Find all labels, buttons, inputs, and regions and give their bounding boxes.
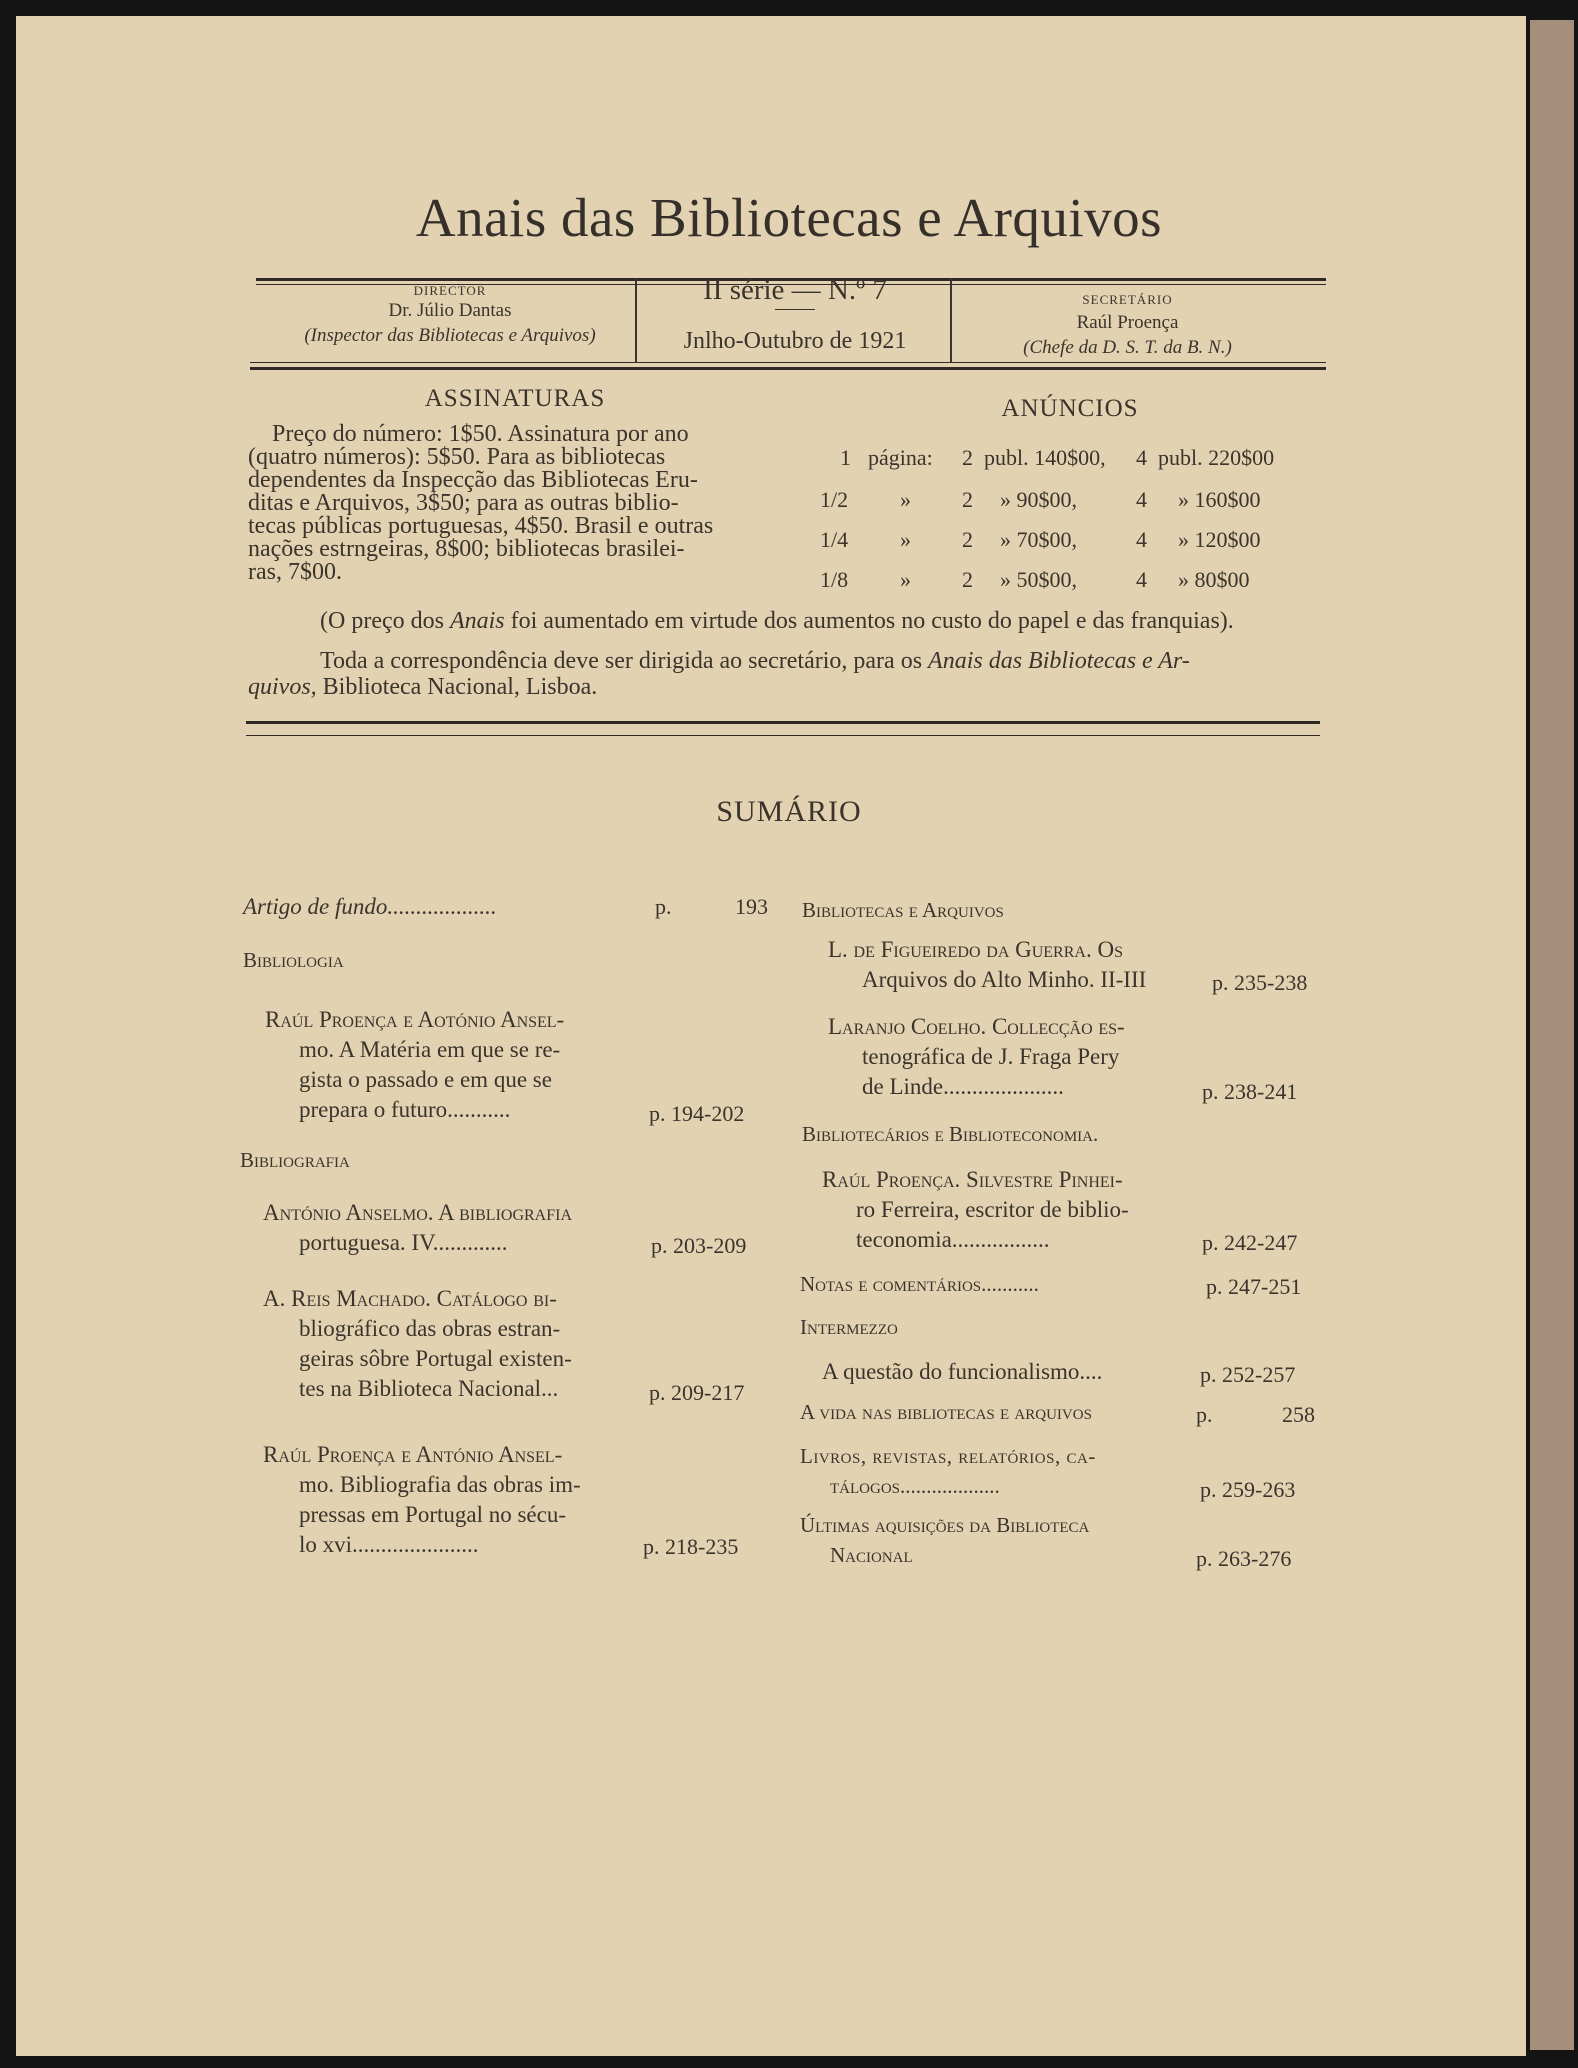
- toc-line: gista o passado e em que se: [299, 1067, 552, 1092]
- toc-vida-page-label: p.: [1196, 1402, 1213, 1427]
- correspondence-note: [248, 648, 1328, 700]
- secretary-block: [960, 292, 1295, 359]
- toc-line: A questão do funcionalismo....: [822, 1359, 1103, 1384]
- ad-count-2: 4: [1136, 487, 1147, 512]
- toc-line: de Linde.....................: [862, 1074, 1064, 1099]
- series-dash: [775, 309, 815, 310]
- ad-row: [800, 567, 1300, 597]
- corr-title-part-2: quivos,: [248, 674, 317, 700]
- series-number: II série — N.º 7: [703, 274, 887, 306]
- ad-price-2: » 120$00: [1178, 527, 1261, 552]
- ad-price-1: » 90$00,: [1000, 487, 1077, 512]
- toc-line: Laranjo Coelho. Collecção es-: [828, 1014, 1125, 1039]
- toc-line: mo. A Matéria em que se re-: [299, 1037, 561, 1062]
- toc-entry-materia[interactable]: [243, 1005, 773, 1125]
- summary-heading: SUMÁRIO: [716, 795, 862, 828]
- toc-artigo-page-label: p.: [655, 894, 672, 919]
- toc-page-range: p. 263-276: [1196, 1546, 1292, 1571]
- toc-line: tenográfica de J. Fraga Pery: [862, 1044, 1120, 1069]
- toc-page-range: p. 209-217: [649, 1380, 745, 1405]
- toc-page-range: p. 252-257: [1200, 1362, 1296, 1387]
- corr-prefix: Toda a correspondência deve ser dirigida ao secretário, para os: [320, 648, 929, 674]
- secretary-label: SECRETÁRIO: [1082, 292, 1173, 307]
- toc-entry-vida[interactable]: [800, 1400, 1330, 1432]
- section-rule-thick: [246, 721, 1320, 724]
- toc-notas-text: Notas e comentários...........: [800, 1272, 1039, 1296]
- toc-page-range: p. 194-202: [649, 1101, 745, 1126]
- corr-suffix: Biblioteca Nacional, Lisboa.: [316, 674, 598, 700]
- toc-page-range: p. 218-235: [643, 1534, 739, 1559]
- ad-size: 1/4: [820, 527, 849, 552]
- toc-line: A. Reis Machado. Catálogo bi-: [263, 1286, 557, 1311]
- subscriptions-line-2: (quatro números): 5$50. Para as bibliotecas: [248, 444, 666, 470]
- subscriptions-line-7: ras, 7$00.: [248, 559, 342, 585]
- ad-unit: »: [900, 487, 911, 512]
- toc-line: mo. Bibliografia das obras im-: [299, 1472, 581, 1497]
- ad-size: 1: [840, 445, 851, 470]
- secretary-name: Raúl Proença: [1076, 312, 1179, 333]
- toc-page-range: p. 203-209: [651, 1233, 747, 1258]
- toc-vida-page-number: 258: [1282, 1402, 1315, 1427]
- toc-page-range: p. 247-251: [1206, 1274, 1302, 1299]
- toc-line: prepara o futuro...........: [299, 1097, 511, 1122]
- price-note-suffix: foi aumentado em virtude dos aumentos no custo do papel e das franquias).: [504, 608, 1234, 634]
- subscriptions-text: [248, 423, 776, 584]
- subscriptions-line-3: dependentes da Inspecção das Bibliotecas Eru-: [248, 467, 698, 493]
- toc-line: tes na Biblioteca Nacional...: [299, 1376, 559, 1401]
- ad-count-1: 2: [962, 527, 973, 552]
- ad-price-1: » 50$00,: [1000, 567, 1077, 592]
- toc-heading-bibliologia: Bibliologia: [243, 948, 344, 972]
- ad-price-2: » 160$00: [1178, 487, 1261, 512]
- toc-entry-funcionalismo[interactable]: [800, 1357, 1330, 1389]
- toc-artigo-text: Artigo de fundo...................: [243, 894, 497, 919]
- ad-count-1: 2: [962, 567, 973, 592]
- toc-artigo-page-number: 193: [735, 894, 768, 919]
- toc-line: geiras sôbre Portugal existen-: [299, 1346, 572, 1371]
- header-divider-right: [950, 278, 952, 362]
- director-label: DIRECTOR: [413, 283, 487, 298]
- ad-price-1: publ. 140$00,: [984, 445, 1106, 470]
- toc-entry-notas[interactable]: [800, 1272, 1330, 1304]
- toc-line: Raúl Proença e António Ansel-: [263, 1442, 563, 1467]
- toc-page-range: p. 238-241: [1202, 1079, 1298, 1104]
- ad-row: [800, 527, 1300, 557]
- ad-unit: »: [900, 567, 911, 592]
- ad-price-1: » 70$00,: [1000, 527, 1077, 552]
- toc-entry-ultimas[interactable]: [800, 1510, 1330, 1570]
- toc-entry-obras-impressas[interactable]: [243, 1440, 773, 1560]
- subscriptions-line-4: ditas e Arquivos, 3$50; para as outras biblio-: [248, 490, 679, 516]
- toc-line: Últimas aquisições da Biblioteca: [800, 1513, 1090, 1537]
- toc-line: Raúl Proença e Aotónio Ansel-: [265, 1007, 565, 1032]
- toc-line: bliográfico das obras estran-: [299, 1316, 561, 1341]
- toc-line: ro Ferreira, escritor de biblio-: [856, 1197, 1129, 1222]
- subscriptions-line-6: nações estrngeiras, 8$00; bibliotecas brasilei-: [248, 536, 685, 562]
- toc-line: pressas em Portugal no sécu-: [299, 1502, 566, 1527]
- toc-line: lo xvi......................: [299, 1532, 479, 1557]
- toc-entry-artigo[interactable]: [243, 892, 768, 924]
- ads-heading: ANÚNCIOS: [1001, 395, 1139, 422]
- toc-line: tálogos...................: [830, 1474, 1000, 1498]
- ad-row: [800, 487, 1300, 517]
- director-block: [265, 283, 635, 347]
- subscriptions-heading: ASSINATURAS: [424, 385, 606, 412]
- toc-heading-bibliotecas-arquivos: Bibliotecas e Arquivos: [802, 898, 1004, 922]
- ad-unit: »: [900, 527, 911, 552]
- toc-entry-catalogo[interactable]: [243, 1284, 773, 1404]
- secretary-role: (Chefe da D. S. T. da B. N.): [1023, 337, 1232, 358]
- toc-page-range: p. 235-238: [1212, 970, 1308, 995]
- price-note-prefix: (O preço dos: [320, 608, 450, 634]
- toc-page-range: p. 242-247: [1202, 1230, 1298, 1255]
- ad-count-2: 4: [1136, 567, 1147, 592]
- toc-entry-silvestre[interactable]: [802, 1165, 1332, 1255]
- ad-count-1: 2: [962, 445, 973, 470]
- subscriptions-line-1: Preço do número: 1$50. Assinatura por ano: [272, 421, 689, 447]
- toc-line: Livros, revistas, relatórios, ca-: [800, 1444, 1096, 1468]
- toc-entry-bibliografia-portuguesa[interactable]: [243, 1198, 773, 1258]
- ad-count-1: 2: [962, 487, 973, 512]
- ad-price-2: publ. 220$00: [1158, 445, 1275, 470]
- header-rule-bottom: [250, 367, 1326, 370]
- toc-line: portuguesa. IV.............: [299, 1230, 508, 1255]
- toc-line: Nacional: [830, 1543, 913, 1567]
- ad-unit: página:: [868, 445, 933, 470]
- corr-title-part-1: Anais das Bibliotecas e Ar-: [928, 648, 1190, 674]
- header-divider-left: [635, 278, 637, 362]
- toc-entry-livros[interactable]: [800, 1441, 1330, 1501]
- toc-vida-text: A vida nas bibliotecas e arquivos: [800, 1400, 1092, 1424]
- director-name: Dr. Júlio Dantas: [388, 300, 512, 321]
- toc-entry-colleccao[interactable]: [802, 1012, 1332, 1102]
- cover-edge: [1530, 20, 1574, 2050]
- toc-heading-intermezzo: Intermezzo: [800, 1315, 898, 1339]
- ad-size: 1/8: [820, 567, 849, 592]
- toc-line: Raúl Proença. Silvestre Pinhei-: [822, 1167, 1123, 1192]
- ad-count-2: 4: [1136, 445, 1147, 470]
- ad-size: 1/2: [820, 487, 849, 512]
- subscriptions-line-5: tecas públicas portuguesas, 4$50. Brasil e outras: [248, 513, 714, 539]
- ad-row: [800, 445, 1300, 475]
- toc-heading-bibliografia: Bibliografia: [240, 1148, 350, 1172]
- toc-heading-bibliotecarios: Bibliotecários e Biblioteconomia.: [802, 1122, 1099, 1146]
- toc-page-range: p. 259-263: [1200, 1477, 1296, 1502]
- toc-line: L. de Figueiredo da Guerra. Os: [828, 937, 1123, 962]
- toc-line: António Anselmo. A bibliografia: [263, 1200, 573, 1225]
- header-rule-bottom-thin: [250, 362, 1326, 363]
- price-note: [320, 608, 1330, 635]
- journal-title: Anais das Bibliotecas e Arquivos: [415, 187, 1163, 248]
- ad-price-2: » 80$00: [1178, 567, 1250, 592]
- section-rule-thin: [246, 735, 1320, 736]
- ad-count-2: 4: [1136, 527, 1147, 552]
- issue-date: Jnlho-Outubro de 1921: [683, 328, 907, 354]
- toc-line: teconomia.................: [856, 1227, 1050, 1252]
- price-note-title: Anais: [449, 608, 505, 634]
- toc-entry-alto-minho[interactable]: [802, 935, 1332, 995]
- issue-block: [640, 274, 950, 355]
- director-role: (Inspector das Bibliotecas e Arquivos): [304, 325, 596, 346]
- toc-line: Arquivos do Alto Minho. II-III: [862, 967, 1147, 992]
